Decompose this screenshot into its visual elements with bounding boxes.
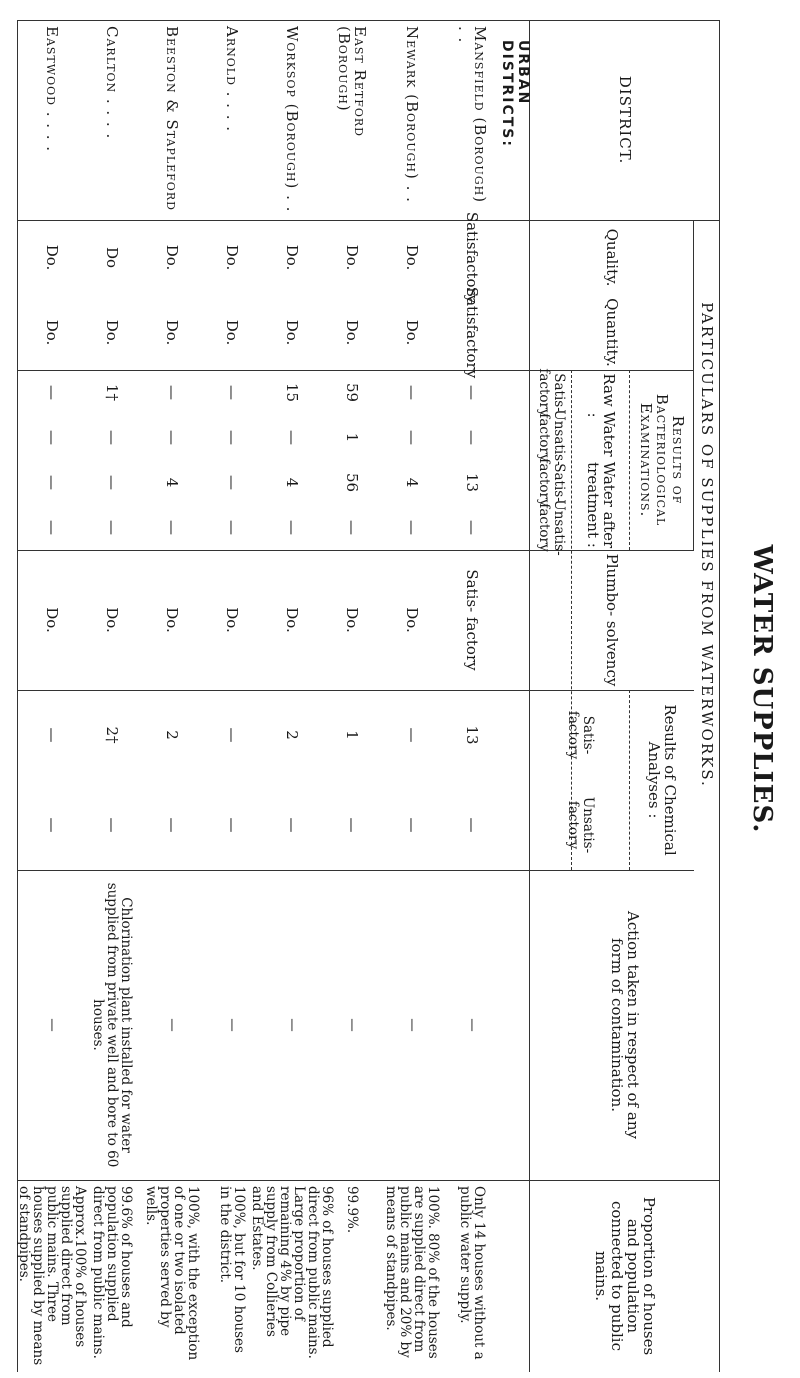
cell-proportion: 100%, with the exception of one or two isolated properties served by wells. (143, 1186, 201, 1361)
cell-proportion: Approx.100% of houses supplied direct from public mains. Three houses supplied by means of standpipes. (16, 1186, 88, 1366)
cell-plumbo: Do. (223, 607, 241, 633)
cell-raw-unsat: — (163, 430, 181, 445)
cell-raw-unsat: — (463, 430, 481, 445)
cell-treated-unsat: — (103, 520, 121, 535)
cell-action: — (224, 1018, 240, 1032)
header-treated-sat: Satis- factory (536, 458, 567, 507)
cell-action: — (284, 1018, 300, 1032)
header-raw-water: Raw Water : (584, 373, 618, 457)
cell-district: Worksop (Borough) . . (283, 26, 301, 213)
section-label-urban-districts: URBAN DISTRICTS: (499, 40, 531, 148)
cell-treated-unsat: — (283, 520, 301, 535)
cell-raw-unsat: — (403, 430, 421, 445)
cell-action: — (164, 1018, 180, 1032)
cell-chem-sat: — (223, 727, 241, 743)
header-district: DISTRICT. (616, 75, 634, 165)
cell-quantity: Do. (163, 319, 181, 346)
cell-proportion: 100%. 80% of the houses are supplied direct from public mains and 20% by means of standpipes. (383, 1186, 441, 1359)
cell-quantity: Do. (403, 319, 421, 346)
cell-plumbo: Do. (403, 607, 421, 633)
cell-quality: Do. (343, 244, 361, 271)
cell-chem-unsat: — (103, 817, 121, 833)
cell-chem-sat: 2 (163, 730, 181, 740)
cell-quantity: Do. (283, 319, 301, 346)
cell-treated-unsat: — (43, 520, 61, 535)
cell-raw-sat: 1† (103, 383, 121, 402)
cell-chem-unsat: — (403, 817, 421, 833)
cell-treated-sat: 4 (403, 477, 421, 488)
cell-action: — (344, 1018, 360, 1032)
cell-treated-sat: 4 (283, 477, 301, 488)
header-particulars: PARTICULARS OF SUPPLIES FROM WATERWORKS. (698, 302, 716, 788)
header-chemical: Results of Chemical Analyses : (645, 704, 679, 856)
cell-plumbo: Do. (43, 607, 61, 633)
header-chem-unsat: Unsatis- factory (565, 796, 596, 854)
cell-quantity: Do. (103, 319, 121, 346)
cell-proportion: 99.9%. (344, 1186, 360, 1234)
cell-quantity: Satisfactory (463, 286, 481, 379)
cell-treated-unsat: — (223, 520, 241, 535)
cell-treated-sat: — (223, 475, 241, 490)
cell-quality: Satisfactory (463, 211, 481, 304)
cell-quantity: Do. (343, 319, 361, 346)
cell-quality: Do. (283, 244, 301, 271)
header-quality: Quality. (603, 228, 621, 287)
cell-chem-sat: 2† (103, 726, 121, 744)
cell-raw-sat: — (223, 385, 241, 400)
header-proportion: Proportion of houses and population connected to public mains. (592, 1196, 658, 1356)
cell-quality: Do. (403, 244, 421, 271)
cell-chem-sat: — (43, 727, 61, 743)
cell-treated-sat: 13 (463, 472, 481, 493)
cell-action: — (464, 1018, 480, 1032)
cell-action: — (44, 1018, 60, 1032)
cell-treated-sat: 4 (163, 477, 181, 488)
cell-chem-sat: 13 (463, 725, 481, 745)
cell-treated-unsat: — (343, 520, 361, 535)
header-quantity: Quantity. (603, 298, 621, 367)
cell-plumbo: Do. (163, 607, 181, 633)
cell-chem-sat: — (403, 727, 421, 743)
cell-proportion: Only 14 houses without a public water supply. (457, 1186, 487, 1360)
header-water-after-treatment: Water after treatment : (584, 461, 618, 549)
cell-district: Eastwood . . . . (43, 26, 61, 153)
cell-plumbo: Do. (103, 607, 121, 633)
cell-raw-unsat: — (103, 430, 121, 445)
page-title: WATER SUPPLIES. (747, 544, 777, 834)
header-raw-sat: Satis- factory (536, 368, 567, 417)
cell-district: East Retford (Borough) (335, 26, 369, 137)
header-bacteriological: Results of Bacteriological Examinations. (637, 393, 687, 527)
cell-treated-unsat: — (163, 520, 181, 535)
cell-raw-sat: — (43, 385, 61, 400)
cell-district: Beeston & Stapleford (163, 26, 181, 211)
cell-proportion: 99.6% of houses and population supplied direct from public mains. (90, 1186, 134, 1359)
header-chem-sat: Satis- factory (565, 710, 596, 760)
cell-plumbo: Do. (283, 607, 301, 633)
cell-proportion: 96% of houses supplied direct from public mains. Large proportion of remaining 4% by pipe supply from Collieries and Estates. (249, 1186, 335, 1359)
cell-treated-sat: 56 (343, 472, 361, 493)
cell-district: Newark (Borough) . . (403, 26, 421, 203)
cell-chem-unsat: — (343, 817, 361, 833)
cell-chem-unsat: — (223, 817, 241, 833)
cell-raw-unsat: 1 (343, 432, 361, 443)
cell-plumbo: Satis- factory (463, 569, 481, 671)
cell-quantity: Do. (223, 319, 241, 346)
cell-raw-sat: — (403, 385, 421, 400)
cell-chem-sat: 1 (343, 730, 361, 740)
cell-district: Arnold . . . . (223, 26, 241, 133)
header-plumbo-solvency: Plumbo- solvency (603, 553, 621, 687)
rule-section-end (17, 20, 18, 1372)
cell-quality: Do. (223, 244, 241, 271)
cell-action: — (404, 1018, 420, 1032)
cell-raw-sat: — (463, 385, 481, 400)
cell-treated-unsat: — (463, 520, 481, 535)
cell-quality: Do. (43, 244, 61, 271)
cell-quantity: Do. (43, 319, 61, 346)
cell-plumbo: Do. (343, 607, 361, 633)
cell-quality: Do (103, 246, 121, 269)
cell-chem-sat: 2 (283, 730, 301, 740)
cell-chem-unsat: — (463, 817, 481, 833)
header-action: Action taken in respect of any form of contamination. (608, 911, 642, 1139)
cell-proportion: 100%, but for 10 houses in the district. (217, 1186, 247, 1353)
cell-treated-sat: — (43, 475, 61, 490)
cell-raw-sat: — (163, 385, 181, 400)
cell-quality: Do. (163, 244, 181, 271)
cell-raw-sat: 59 (343, 382, 361, 403)
cell-raw-sat: 15 (283, 382, 301, 403)
cell-district: Mansfield (Borough) . . (455, 26, 489, 204)
cell-chem-unsat: — (163, 817, 181, 833)
cell-action: Chlorination plant installed for water supplied from private well and bore to 60 houses. (90, 882, 134, 1168)
cell-raw-unsat: — (43, 430, 61, 445)
cell-raw-unsat: — (223, 430, 241, 445)
cell-chem-unsat: — (43, 817, 61, 833)
cell-treated-unsat: — (403, 520, 421, 535)
cell-raw-unsat: — (283, 430, 301, 445)
cell-treated-sat: — (103, 475, 121, 490)
header-treated-unsat: Unsatis- factory (536, 499, 567, 556)
cell-district: Carlton . . . . (103, 26, 121, 140)
header-raw-unsat: Unsatis- factory (536, 409, 567, 466)
cell-chem-unsat: — (283, 817, 301, 833)
